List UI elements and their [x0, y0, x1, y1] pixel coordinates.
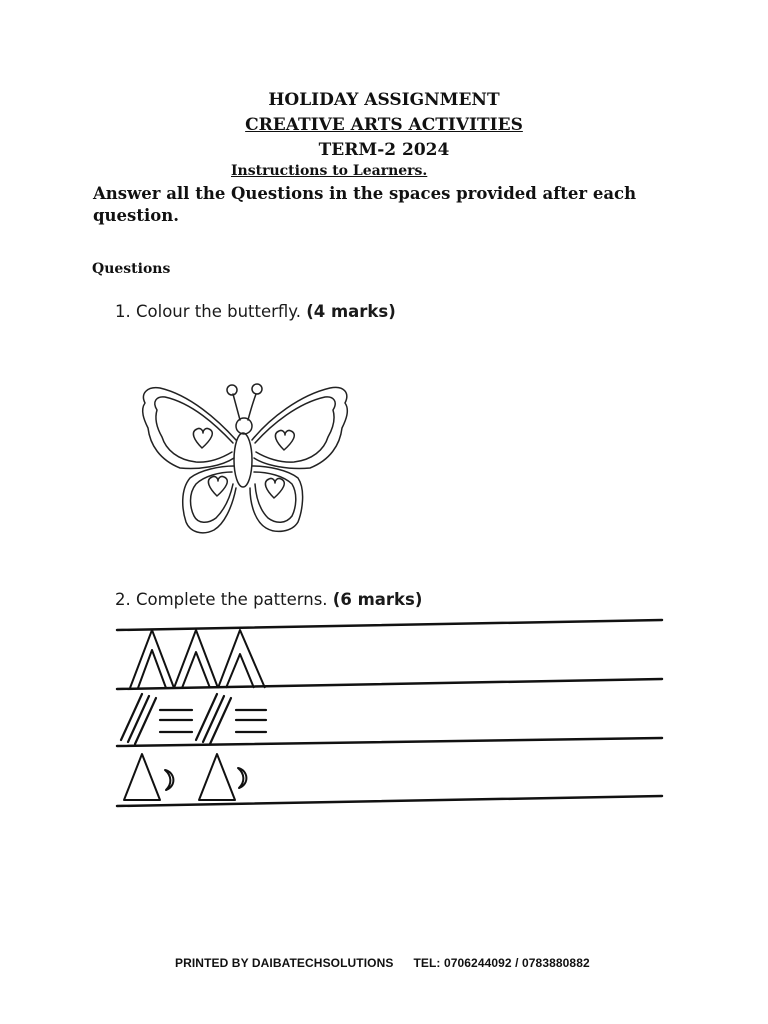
question-2-marks: (6 marks)	[332, 590, 423, 609]
header-title: HOLIDAY ASSIGNMENT	[268, 90, 500, 110]
subject-title: CREATIVE ARTS ACTIVITIES	[245, 115, 523, 135]
questions-heading: Questions	[92, 261, 171, 277]
footer-printed-by: PRINTED BY DAIBATECHSOLUTIONS	[175, 956, 394, 970]
footer-telephone: TEL: 0706244092 / 0783880882	[413, 956, 590, 970]
question-1-marks: (4 marks)	[306, 302, 396, 321]
instructions-title: Instructions to Learners.	[231, 163, 428, 179]
instructions-body: Answer all the Questions in the spaces provided after each question.	[93, 184, 637, 225]
question-1-text: 1. Colour the butterfly.	[115, 302, 307, 321]
question-2-text: 2. Complete the patterns.	[115, 590, 333, 609]
footer	[175, 956, 590, 970]
term-title: TERM-2 2024	[318, 140, 450, 160]
